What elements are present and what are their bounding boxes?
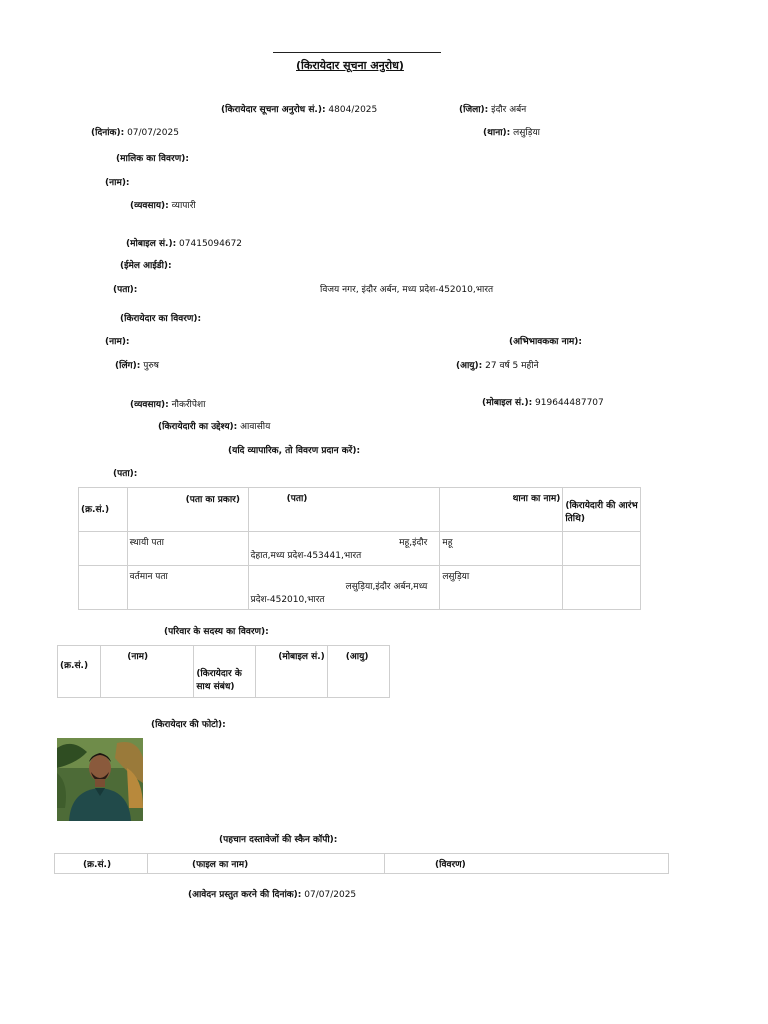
tenant-mobile-value: 919644487707: [535, 398, 604, 408]
date: [91, 125, 179, 138]
request-number-label: (किरायेदार सूचना अनुरोध सं.):: [221, 105, 326, 115]
date-label: (दिनांक):: [91, 128, 125, 138]
district-label: (जिला):: [459, 105, 489, 115]
tenant-gender-value: पुरुष: [143, 361, 159, 371]
district: [459, 102, 526, 115]
row-station: लसुड़िया: [440, 566, 563, 610]
tenant-occupation: [130, 397, 205, 410]
owner-name: [105, 175, 130, 188]
tenant-age-value: 27 वर्ष 5 महीने: [485, 361, 539, 371]
table-row: [79, 566, 641, 610]
tenant-name-label: (नाम):: [105, 337, 130, 347]
col-sn-header: (क्र.सं.): [79, 488, 128, 532]
title-rule: [273, 52, 441, 53]
tenancy-purpose-value: आवासीय: [240, 422, 271, 432]
family-col-age-header: (आयु): [327, 646, 389, 698]
guardian-name-label: (अभिभावकका नाम):: [509, 337, 583, 347]
row-address-line2: प्रदेश-452010,भारत: [250, 595, 325, 605]
date-value: 07/07/2025: [127, 128, 179, 138]
col-start-header: (किरायेदारी की आरंभ तिथि): [563, 488, 641, 532]
row-sn: [79, 566, 128, 610]
doc-col-sn-header: (क्र.सं.): [55, 854, 148, 874]
tenant-age-label: (आयु):: [456, 361, 483, 371]
family-col-name-header: (नाम): [101, 646, 194, 698]
address-table: [78, 487, 641, 610]
photo-heading: (किरायेदार की फोटो):: [151, 720, 226, 730]
documents-table-header: [55, 854, 669, 874]
owner-email-label: (ईमेल आईडी):: [120, 261, 172, 271]
district-value: इंदौर अर्बन: [491, 105, 527, 115]
col-type-header: [127, 488, 248, 532]
request-number-value: 4804/2025: [328, 105, 378, 115]
row-start: [563, 566, 641, 610]
police-station: [483, 125, 540, 138]
owner-address-value: विजय नगर, इंदौर अर्बन, मध्य प्रदेश-452010,भारत: [320, 285, 494, 295]
tenant-address-label: (पता):: [113, 469, 138, 479]
tenant-heading: (किरायेदार का विवरण):: [120, 314, 202, 324]
row-address-line1: लसुड़िया,इंदौर अर्बन,मध्य: [345, 582, 428, 592]
tenant-occupation-value: नौकरीपेशा: [171, 400, 206, 410]
tenant-name: [105, 334, 130, 347]
tenant-mobile: [482, 395, 604, 408]
tenant-gender: [115, 358, 159, 371]
request-number: [221, 102, 377, 115]
col-address-header: (पता): [248, 488, 440, 532]
row-address: [248, 532, 440, 566]
table-row: [79, 532, 641, 566]
owner-email: [120, 258, 172, 271]
documents-heading: (पहचान दस्तावेजों की स्कैन कॉपी):: [219, 835, 338, 845]
family-col-sn-header: (क्र.सं.): [58, 646, 101, 698]
row-address-line2: देहात,मध्य प्रदेश-453441,भारत: [250, 551, 362, 561]
row-type: स्थायी पता: [127, 532, 248, 566]
row-address: [248, 566, 440, 610]
tenant-occupation-label: (व्यवसाय):: [130, 400, 169, 410]
owner-occupation: [130, 198, 196, 211]
owner-address-label: (पता):: [113, 285, 138, 295]
row-sn: [79, 532, 128, 566]
family-table: [57, 645, 390, 698]
family-table-header: [58, 646, 390, 698]
col-type-header-text: (पता का प्रकार): [185, 495, 240, 505]
owner-occupation-label: (व्यवसाय):: [130, 201, 169, 211]
owner-mobile-label: (मोबाइल सं.):: [126, 239, 177, 249]
owner-name-label: (नाम):: [105, 178, 130, 188]
owner-occupation-value: व्यापारी: [171, 201, 196, 211]
application-date-label: (आवेदन प्रस्तुत करने की दिनांक):: [188, 890, 302, 900]
application-date-value: 07/07/2025: [304, 890, 357, 900]
address-table-header: [79, 488, 641, 532]
doc-col-file-header: (फाइल का नाम): [148, 854, 385, 874]
row-station: महू: [440, 532, 563, 566]
tenant-photo: [57, 738, 143, 821]
tenancy-purpose: [158, 419, 270, 432]
owner-mobile-value: 07415094672: [179, 239, 243, 249]
owner-heading: (मालिक का विवरण):: [116, 154, 189, 164]
family-heading: (परिवार के सदस्य का विवरण):: [164, 627, 269, 637]
station-value: लसुड़िया: [513, 128, 540, 138]
tenancy-purpose-label: (किरायेदारी का उद्देश्य):: [158, 422, 238, 432]
page-title: (किरायेदार सूचना अनुरोध): [296, 59, 404, 72]
family-col-relation-header: (किरायेदार के साथ संबंध): [194, 646, 256, 698]
tenant-age: [456, 358, 539, 371]
row-type: वर्तमान पता: [127, 566, 248, 610]
col-station-header: थाना का नाम): [440, 488, 563, 532]
station-label: (थाना):: [483, 128, 511, 138]
owner-mobile: [126, 236, 242, 249]
application-date: [188, 887, 356, 900]
family-col-mobile-header: (मोबाइल सं.): [256, 646, 327, 698]
doc-col-desc-header: (विवरण): [385, 854, 669, 874]
documents-table: [54, 853, 669, 874]
business-note: (यदि व्यापारिक, तो विवरण प्रदान करें):: [228, 446, 361, 456]
row-start: [563, 532, 641, 566]
tenant-gender-label: (लिंग):: [115, 361, 141, 371]
row-address-line1: महू,इंदौर: [399, 538, 428, 548]
tenant-mobile-label: (मोबाइल सं.):: [482, 398, 533, 408]
